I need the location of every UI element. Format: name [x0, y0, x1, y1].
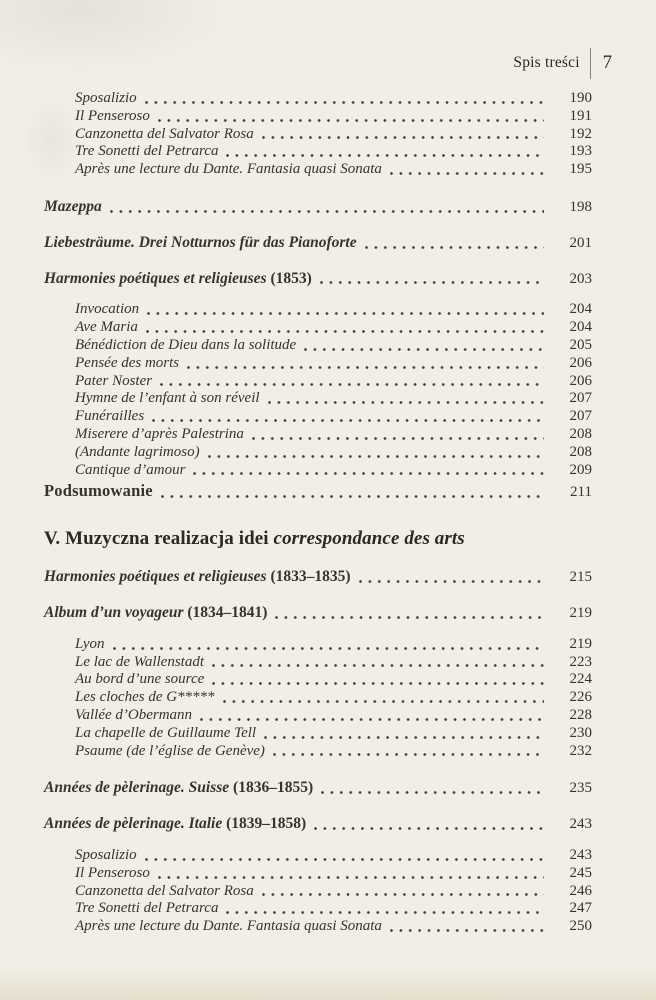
entry-title: Harmonies poétiques et religieuses (1853) [44, 269, 312, 287]
entry-title: Il Penseroso [75, 864, 150, 881]
entry-page-number: 207 [569, 408, 592, 425]
toc-entry [44, 847, 592, 865]
toc-entry [44, 883, 592, 901]
entry-title: Hymne de l’enfant à son réveil [75, 390, 260, 407]
entry-title: Pater Noster [75, 372, 153, 389]
entry-page-number: 191 [569, 107, 592, 124]
dot-leader [160, 383, 544, 386]
toc-entry [44, 865, 592, 883]
dot-leader [193, 472, 544, 475]
header-divider-rule [590, 48, 591, 79]
dot-leader [264, 736, 544, 739]
entry-page-number: 226 [569, 689, 592, 706]
dot-leader [212, 682, 544, 685]
toc-entry [44, 462, 592, 480]
entry-page-number: 235 [569, 780, 592, 797]
entry-page-number: 204 [569, 301, 592, 318]
toc-entry [44, 654, 592, 672]
toc-entry [44, 743, 592, 761]
toc-entry [44, 390, 592, 408]
entry-title: Liebesträume. Drei Notturnos für das Pianoforte [44, 233, 357, 251]
entry-title: Sposalizio [75, 846, 137, 863]
dot-leader [212, 664, 544, 667]
entry-page-number: 206 [569, 372, 592, 389]
dot-leader [275, 616, 544, 619]
entry-title-year: (1853) [266, 269, 312, 287]
entry-page-number: 198 [569, 198, 592, 215]
dot-leader [365, 246, 544, 249]
entry-page-number: 243 [569, 816, 592, 833]
entry-title: Au bord d’une source [75, 671, 205, 688]
toc-entry [44, 319, 592, 337]
dot-leader [208, 455, 544, 458]
entry-page-number: 247 [569, 900, 592, 917]
entry-title: Les cloches de G***** [75, 689, 215, 706]
entry-page-number: 209 [569, 461, 592, 478]
dot-leader [262, 893, 544, 896]
entry-title: Album d’un voyageur (1834–1841) [44, 603, 268, 621]
section-heading [44, 527, 592, 551]
folio-page-number: 7 [602, 52, 612, 73]
dot-leader [113, 647, 544, 650]
entry-page-number: 243 [569, 846, 592, 863]
dot-leader [147, 312, 544, 315]
toc-entry [44, 408, 592, 426]
toc-entry [44, 355, 592, 373]
entry-page-number: 192 [569, 125, 592, 142]
entry-title-year: (1833–1835) [266, 568, 351, 586]
dot-leader [187, 366, 544, 369]
entry-title-year: (1839–1858) [222, 815, 307, 833]
toc-entry [44, 444, 592, 462]
entry-title: Le lac de Wallenstadt [75, 653, 205, 670]
entry-title: Tre Sonetti del Petrarca [75, 143, 219, 160]
toc-entry [44, 337, 592, 355]
entry-title: Canzonetta del Salvator Rosa [75, 882, 254, 899]
dot-leader [304, 348, 544, 351]
toc-entry [44, 301, 592, 319]
entry-page-number: 207 [569, 390, 592, 407]
entry-title: Après une lecture du Dante. Fantasia quasi Sonata [75, 161, 382, 178]
entry-title: Après une lecture du Dante. Fantasia quasi Sonata [75, 918, 382, 935]
dot-leader [146, 330, 544, 333]
entry-title: Harmonies poétiques et religieuses (1833–1835) [44, 568, 351, 586]
toc-entry [44, 426, 592, 444]
entry-page-number: 208 [569, 425, 592, 442]
dot-leader [359, 580, 544, 583]
entry-page-number: 195 [569, 161, 592, 178]
running-header-title: Spis treści [513, 54, 580, 71]
entry-title: Vallée d’Obermann [75, 706, 193, 723]
entry-title: Sposalizio [75, 90, 137, 106]
toc-entry [44, 143, 592, 161]
dot-leader [158, 876, 544, 879]
entry-title: Cantique d’amour [75, 461, 186, 478]
entry-title: Canzonetta del Salvator Rosa [75, 125, 254, 142]
toc-entry [44, 636, 592, 654]
toc-entry [44, 482, 592, 502]
entry-title: Il Penseroso [75, 107, 150, 124]
entry-title: Ave Maria [75, 319, 138, 336]
entry-page-number: 230 [569, 724, 592, 741]
entry-title: Années de pèlerinage. Suisse (1836–1855) [44, 779, 314, 797]
toc-entry [44, 198, 592, 217]
entry-page-number: 246 [569, 882, 592, 899]
toc-entry [44, 90, 592, 108]
entry-title-year: (1834–1841) [183, 603, 268, 621]
entry-page-number: 205 [569, 336, 592, 353]
dot-leader [226, 154, 544, 157]
dot-leader [161, 495, 544, 498]
entry-page-number: 232 [569, 742, 592, 759]
section-heading-italic: correspondance des arts [273, 528, 465, 550]
entry-page-number: 223 [569, 653, 592, 670]
entry-title: Miserere d’après Palestrina [75, 425, 244, 442]
entry-page-number: 190 [569, 90, 592, 106]
toc-entry [44, 918, 592, 936]
dot-leader [158, 119, 544, 122]
toc-entry [44, 689, 592, 707]
toc-entry [44, 815, 592, 834]
dot-leader [320, 281, 544, 284]
entry-title: (Andante lagrimoso) [75, 443, 200, 460]
dot-leader [200, 718, 544, 721]
entry-page-number: 219 [569, 604, 592, 621]
toc-entry [44, 270, 592, 289]
entry-page-number: 219 [569, 635, 592, 652]
dot-leader [145, 101, 544, 104]
entry-title: Funérailles [75, 408, 145, 425]
toc-entry [44, 373, 592, 391]
toc-entry [44, 568, 592, 587]
entry-title: Podsumowanie [44, 481, 153, 501]
entry-title: Tre Sonetti del Petrarca [75, 900, 219, 917]
toc-entry [44, 126, 592, 144]
dot-leader [226, 911, 544, 914]
toc-entry [44, 604, 592, 623]
toc-entry [44, 707, 592, 725]
toc-entry [44, 671, 592, 689]
entry-page-number: 193 [569, 143, 592, 160]
toc-entry [44, 900, 592, 918]
entry-title: Psaume (de l’église de Genève) [75, 742, 265, 759]
entry-page-number: 204 [569, 319, 592, 336]
entry-page-number: 211 [570, 484, 592, 501]
dot-leader [390, 929, 544, 932]
entry-page-number: 228 [569, 706, 592, 723]
dot-leader [273, 753, 544, 756]
entry-page-number: 215 [569, 569, 592, 586]
entry-title: Années de pèlerinage. Italie (1839–1858) [44, 815, 307, 833]
entry-title: Bénédiction de Dieu dans la solitude [75, 336, 297, 353]
toc-entry [44, 234, 592, 253]
toc-entry [44, 108, 592, 126]
dot-leader [268, 401, 544, 404]
entry-page-number: 224 [569, 671, 592, 688]
dot-leader [262, 136, 544, 139]
dot-leader [252, 437, 544, 440]
section-heading-roman: V. Muzyczna realizacja idei [44, 528, 274, 550]
dot-leader [390, 172, 544, 175]
entry-page-number: 245 [569, 864, 592, 881]
running-header [44, 46, 612, 80]
dot-leader [152, 419, 544, 422]
entry-page-number: 206 [569, 354, 592, 371]
dot-leader [321, 791, 544, 794]
entry-page-number: 208 [569, 443, 592, 460]
entry-title: Lyon [75, 635, 105, 652]
entry-page-number: 201 [569, 234, 592, 251]
toc-entry [44, 161, 592, 179]
dot-leader [223, 700, 544, 703]
entry-title: Pensée des morts [75, 354, 180, 371]
dot-leader [110, 210, 544, 213]
entry-page-number: 250 [569, 918, 592, 935]
entry-title: Mazeppa [44, 197, 102, 215]
entry-title-year: (1836–1855) [229, 779, 314, 797]
entry-title: Invocation [75, 301, 140, 318]
entry-page-number: 203 [569, 270, 592, 287]
entry-title: La chapelle de Guillaume Tell [75, 724, 257, 741]
dot-leader [145, 858, 544, 861]
toc-entry [44, 779, 592, 798]
toc-list [44, 90, 592, 936]
toc-entry [44, 725, 592, 743]
dot-leader [314, 827, 544, 830]
